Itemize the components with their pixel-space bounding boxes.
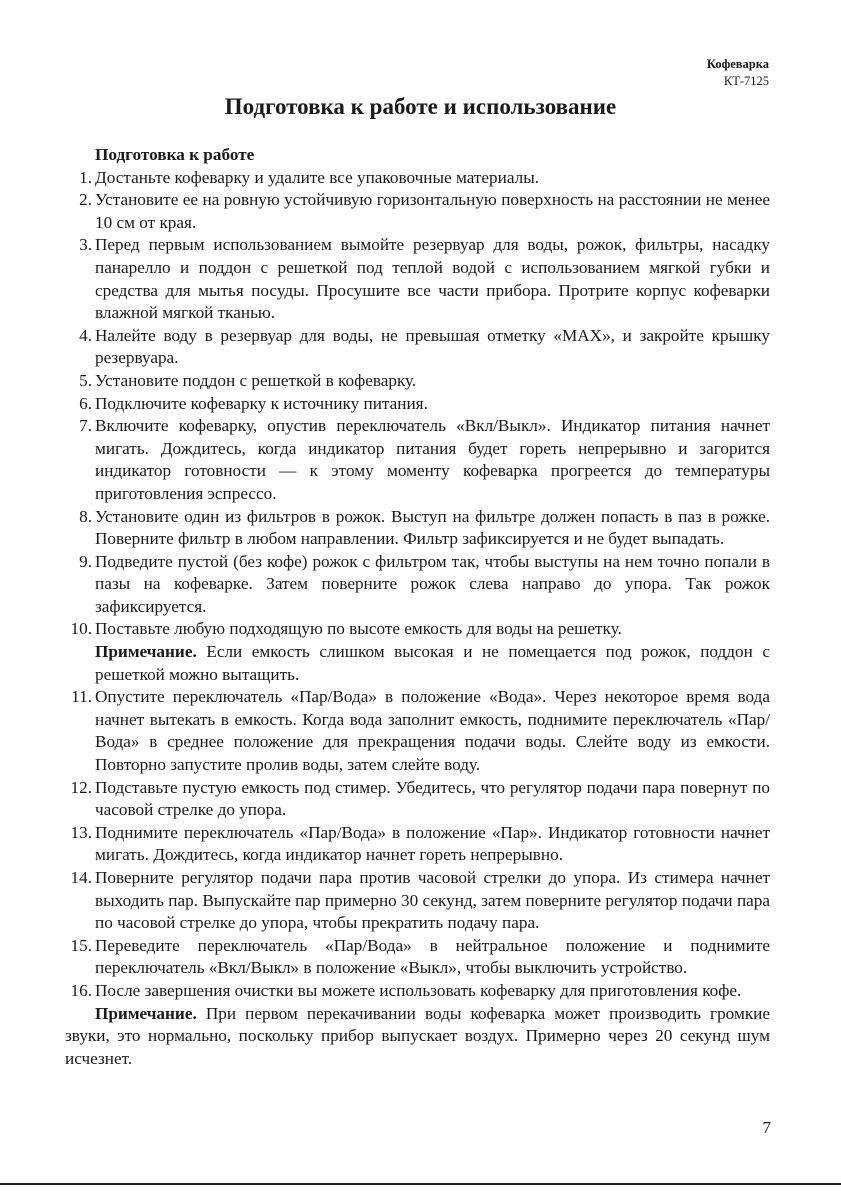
section-heading: Подготовка к работе	[95, 145, 255, 164]
step-text: Опустите переключатель «Пар/Вода» в положение «Вода». Через некоторое время вода начнет вытекать в емкость. Когда вода заполнит емкость, поднимите переключатель «Пар/Вода» в среднее положение для прекращения подачи воды. Слейте воду из емкости. Повторно запустите пролив воды, затем слейте воду.	[95, 687, 770, 775]
list-item	[65, 867, 770, 935]
step-number: 10.	[70, 619, 92, 639]
step-number: 1.	[79, 167, 92, 187]
model-number: КТ-7125	[723, 74, 769, 88]
step-text: После завершения очистки вы можете использовать кофеварку для приготовления кофе.	[95, 980, 742, 1000]
step-text: Переведите переключатель «Пар/Вода» в нейтральное положение и поднимите переключатель «Вкл/Выкл» в положение «Выкл», чтобы выключить устройство.	[95, 935, 770, 978]
step-text: Подведите пустой (без кофе) рожок с фильтром так, чтобы выступы на нем точно попали в пазы на кофеварке. Затем поверните рожок слева направо до упора. Так рожок зафиксируется.	[95, 551, 770, 616]
document-header	[707, 56, 769, 90]
list-item	[65, 415, 770, 505]
list-item	[65, 393, 770, 416]
list-item	[65, 777, 770, 822]
step-text: Перед первым использованием вымойте резервуар для воды, рожок, фильтры, насадку панарелло и поддон с решеткой под теплой водой с использованием мягкой губки и средства для мытья посуды. Просушите все части прибора. Протрите корпус кофеварки влажной мягкой тканью.	[95, 235, 770, 323]
list-item	[65, 980, 770, 1003]
step-text: Установите поддон с решеткой в кофеварку.	[95, 370, 417, 390]
page-title: Подготовка к работе и использование	[224, 94, 617, 119]
list-item	[65, 551, 770, 619]
step-number: 15.	[70, 935, 92, 955]
page-content	[65, 144, 770, 1070]
page-number: 7	[762, 1118, 771, 1137]
step-text: Поднимите переключатель «Пар/Вода» в положение «Пар». Индикатор готовности начнет мигать. Дождитесь, когда индикатор начнет гореть непрерывно.	[95, 822, 770, 865]
step-number: 11.	[71, 687, 92, 707]
final-note	[65, 1003, 770, 1071]
product-name: Кофеварка	[706, 57, 769, 71]
step-number: 9.	[79, 551, 92, 571]
step-text: Установите один из фильтров в рожок. Выступ на фильтре должен попасть в паз в рожке. Поверните фильтр в любом направлении. Фильтр зафиксируется и не будет выпадать.	[95, 506, 770, 549]
note-text: Если емкость слишком высокая и не помещается под рожок, поддон с решеткой можно вытащить.	[95, 642, 770, 684]
list-item	[65, 189, 770, 234]
step-number: 14.	[70, 868, 92, 887]
step-number: 2.	[79, 190, 92, 210]
step-text: Установите ее на ровную устойчивую горизонтальную поверхность на расстоянии не менее 10 см от края.	[95, 190, 770, 232]
list-item	[65, 935, 770, 980]
step-number: 16.	[70, 980, 92, 1000]
list-item	[65, 234, 770, 324]
note-label: Примечание.	[95, 1003, 197, 1023]
list-item	[65, 506, 770, 551]
step-text: Поверните регулятор подачи пара против часовой стрелки до упора. Из стимера начнет выходить пар. Выпускайте пар примерно 30 секунд, затем поверните регулятор подачи пара по часовой стрелке до упора, чтобы прекратить подачу пара.	[95, 868, 770, 933]
step-number: 6.	[79, 393, 92, 413]
step-text: Подставьте пустую емкость под стимер. Убедитесь, что регулятор подачи пара повернут по часовой стрелке до упора.	[95, 777, 770, 820]
list-item	[65, 618, 770, 686]
step-number: 5.	[79, 370, 92, 390]
list-item	[65, 686, 770, 776]
steps-list	[65, 167, 770, 1003]
step-text: Поставьте любую подходящую по высоте емкость для воды на решетку.	[95, 619, 622, 639]
step-text: Налейте воду в резервуар для воды, не превышая отметку «MAX», и закройте крышку резервуара.	[95, 325, 770, 368]
step-text: Подключите кофеварку к источнику питания.	[95, 393, 428, 413]
step-number: 7.	[79, 416, 92, 436]
step-text: Достаньте кофеварку и удалите все упаковочные материалы.	[95, 167, 540, 187]
step-text: Включите кофеварку, опустив переключатель «Вкл/Выкл». Индикатор питания начнет мигать. Дождитесь, когда индикатор питания будет гореть непрерывно и загорится индикатор готовности — к этому моменту кофеварка прогреется до температуры приготовления эспрессо.	[95, 416, 770, 503]
step-number: 13.	[70, 822, 92, 842]
bottom-rule	[0, 1183, 841, 1185]
list-item	[65, 822, 770, 867]
note-text: При первом перекачивании воды кофеварка может производить громкие звуки, это нормально, поскольку прибор выпускает воздух. Примерно через 20 секунд шум исчезнет.	[65, 1003, 770, 1068]
step-note	[95, 641, 770, 686]
list-item	[65, 325, 770, 370]
step-number: 4.	[79, 325, 92, 345]
step-number: 8.	[79, 506, 92, 526]
note-label: Примечание.	[95, 642, 197, 662]
step-number: 12.	[70, 777, 92, 797]
list-item	[65, 370, 770, 393]
step-number: 3.	[79, 235, 92, 255]
list-item	[65, 167, 770, 190]
